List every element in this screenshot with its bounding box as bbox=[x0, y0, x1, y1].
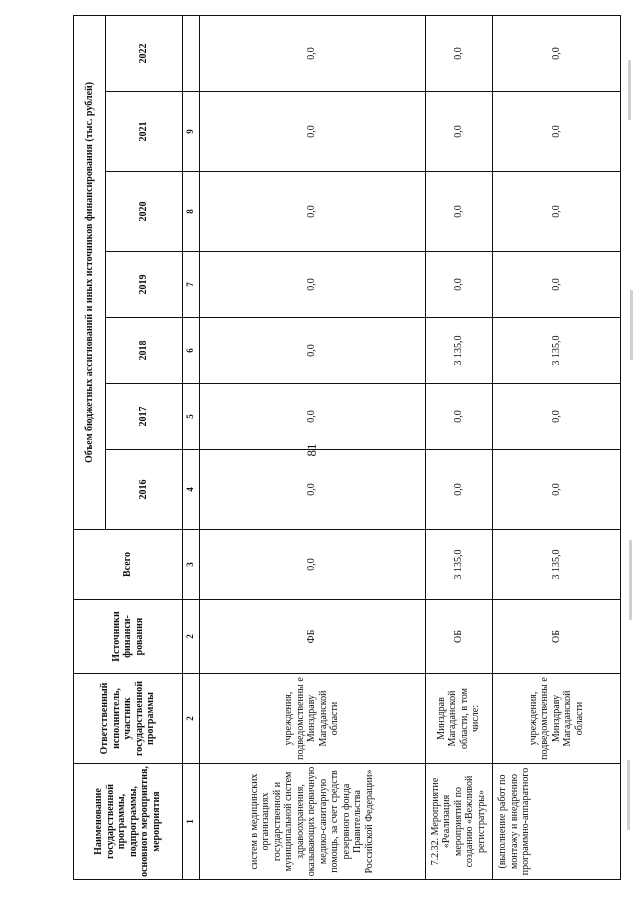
row-name: систем в медицинских организациях государственной и муниципальной систем здравоохранения, оказывающих первичную медико-санитарную помощь, за счет средств резервного фонда Правительства Российской Федерации» bbox=[199, 764, 425, 880]
row-value: 0,0 bbox=[199, 450, 425, 530]
header-volume-group: Объем бюджетных ассигнований и иных источников финансирования (тыс. рублей) bbox=[74, 15, 106, 529]
row-value: 0,0 bbox=[425, 450, 493, 530]
financing-table bbox=[73, 15, 621, 880]
header-year: 2022 bbox=[105, 15, 182, 91]
row-value: 0,0 bbox=[199, 252, 425, 318]
index-cell: 9 bbox=[182, 92, 199, 172]
row-value: 0,0 bbox=[199, 384, 425, 450]
header-year: 2019 bbox=[105, 252, 182, 318]
row-total: 0,0 bbox=[199, 530, 425, 600]
row-name: (выполнение работ по монтажу и внедрению программно-аппаратного bbox=[493, 764, 621, 880]
scan-artifact bbox=[628, 60, 631, 120]
header-year: 2021 bbox=[105, 92, 182, 172]
row-total: 3 135,0 bbox=[493, 530, 621, 600]
row-value: 0,0 bbox=[199, 172, 425, 252]
row-executor: учреждения, подведомственны е Минздраву Магаданской области bbox=[199, 674, 425, 764]
row-value: 0,0 bbox=[199, 92, 425, 172]
scan-artifact bbox=[629, 540, 632, 620]
index-cell: 3 bbox=[182, 530, 199, 600]
index-cell: 4 bbox=[182, 450, 199, 530]
row-value: 3 135,0 bbox=[425, 318, 493, 384]
row-total: 3 135,0 bbox=[425, 530, 493, 600]
index-cell: 5 bbox=[182, 384, 199, 450]
row-value: 0,0 bbox=[493, 450, 621, 530]
scan-artifact bbox=[627, 760, 630, 830]
row-value: 0,0 bbox=[493, 172, 621, 252]
row-value: 0,0 bbox=[425, 252, 493, 318]
header-year: 2016 bbox=[105, 450, 182, 530]
table-row bbox=[493, 15, 621, 879]
index-cell: 1 bbox=[182, 764, 199, 880]
row-value: 0,0 bbox=[425, 15, 493, 91]
table-row bbox=[425, 15, 493, 879]
row-value: 0,0 bbox=[493, 384, 621, 450]
index-cell: 2 bbox=[182, 674, 199, 764]
header-total: Всего bbox=[74, 530, 183, 600]
row-value: 0,0 bbox=[425, 384, 493, 450]
index-cell bbox=[182, 15, 199, 91]
scan-artifact bbox=[630, 290, 633, 360]
rotated-page bbox=[73, 16, 621, 880]
index-cell: 6 bbox=[182, 318, 199, 384]
row-executor: учреждения, подведомственны е Минздраву Магаданской области bbox=[493, 674, 621, 764]
header-year: 2018 bbox=[105, 318, 182, 384]
page-number: 81 bbox=[304, 443, 319, 457]
row-value: 0,0 bbox=[493, 15, 621, 91]
index-cell: 7 bbox=[182, 252, 199, 318]
row-source: ОБ bbox=[425, 600, 493, 674]
row-name: 7.2.32. Мероприятие «Реализация мероприятий по созданию «Вежливой регистратуры» bbox=[425, 764, 493, 880]
header-year: 2017 bbox=[105, 384, 182, 450]
row-source: ОБ bbox=[493, 600, 621, 674]
row-value: 0,0 bbox=[425, 172, 493, 252]
row-value: 0,0 bbox=[493, 252, 621, 318]
row-value: 3 135,0 bbox=[493, 318, 621, 384]
header-name: Наименование государственной программы, подпрограммы, основного мероприятия, мероприятия bbox=[74, 764, 183, 880]
row-value: 0,0 bbox=[493, 92, 621, 172]
table-row bbox=[199, 15, 425, 879]
row-source: ФБ bbox=[199, 600, 425, 674]
row-value: 0,0 bbox=[199, 318, 425, 384]
row-value: 0,0 bbox=[425, 92, 493, 172]
row-value: 0,0 bbox=[199, 15, 425, 91]
row-executor: Минздрав Магаданской области, в том числе: bbox=[425, 674, 493, 764]
header-executor: Ответственный исполнитель, участник государственной программы bbox=[74, 674, 183, 764]
header-source: Источники финанси-рования bbox=[74, 600, 183, 674]
index-cell: 8 bbox=[182, 172, 199, 252]
header-year: 2020 bbox=[105, 172, 182, 252]
index-cell: 2 bbox=[182, 600, 199, 674]
